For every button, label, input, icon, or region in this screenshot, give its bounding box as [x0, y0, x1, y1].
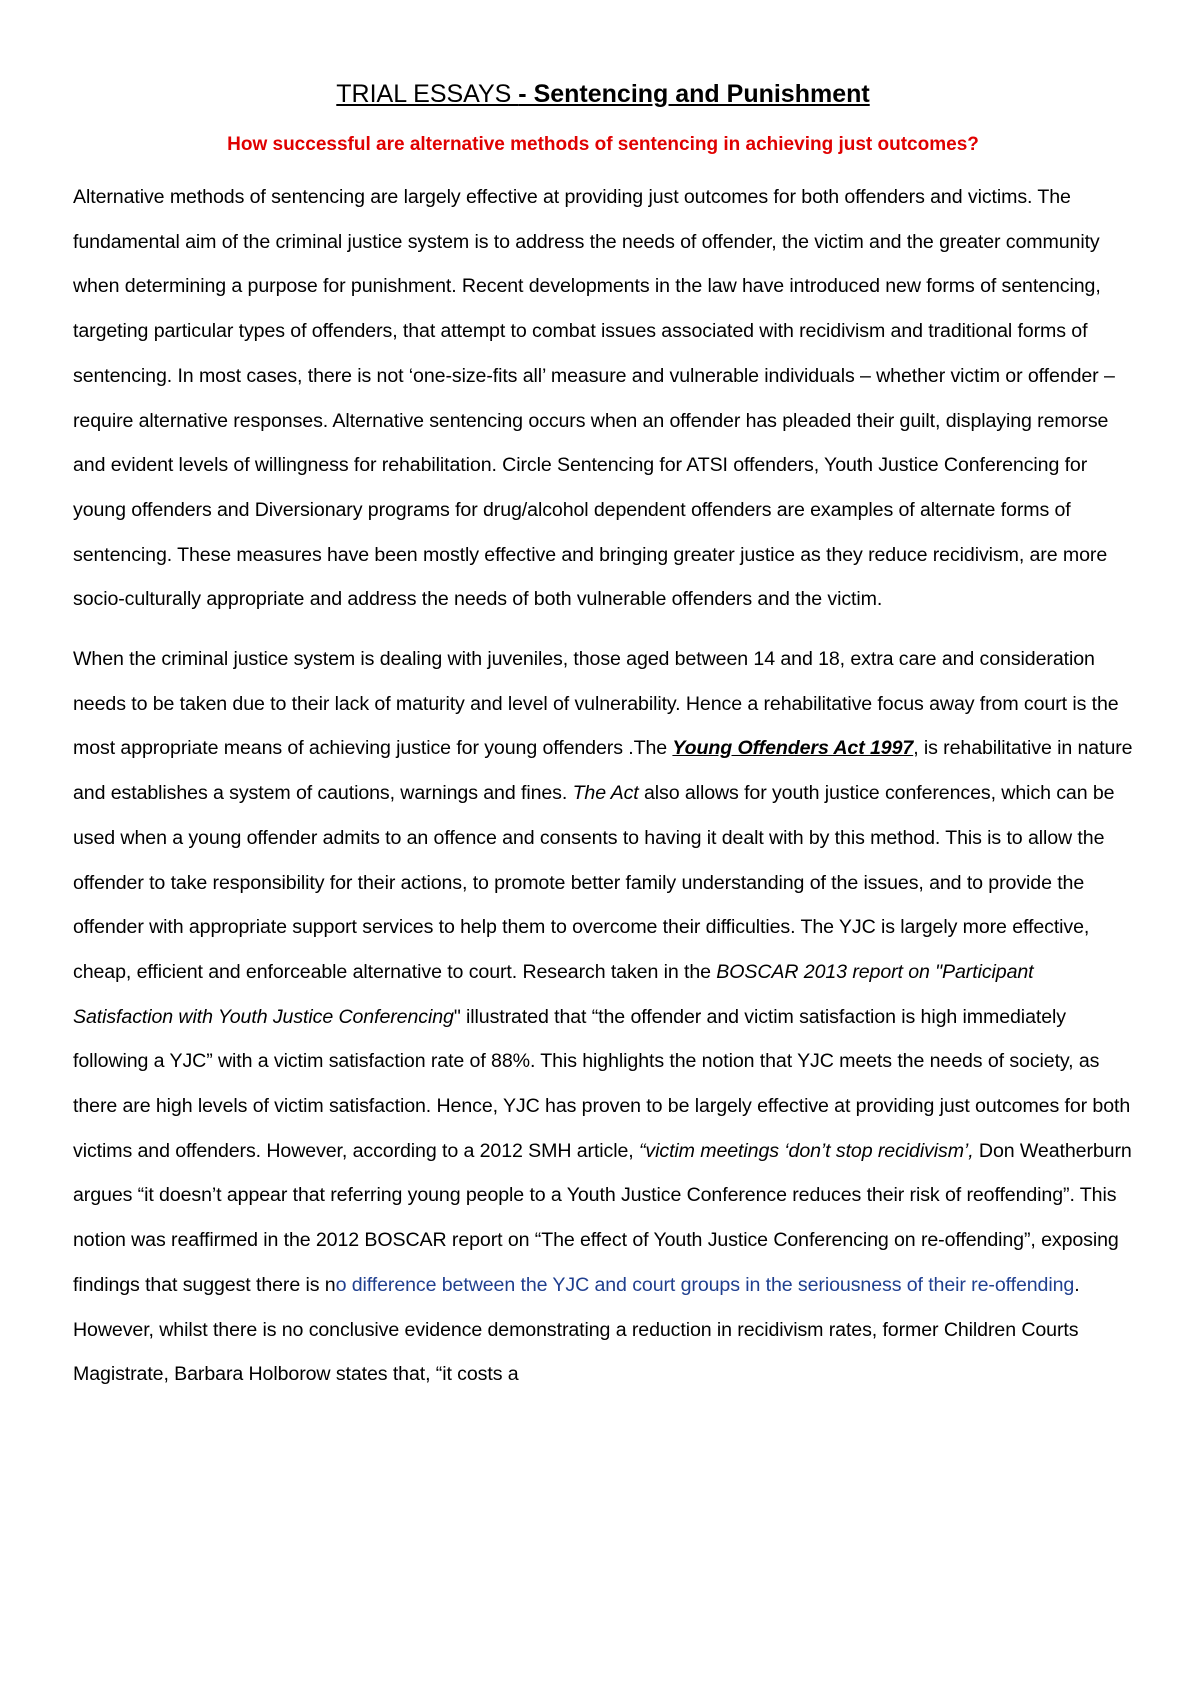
- document-title: [73, 78, 1133, 110]
- paragraph-text: . However, whilst there is no conclusive evidence demonstrating a reduction in recidivism rates, former Children Courts Magistrate, Barbara Holborow states that, “it costs a: [73, 1273, 1080, 1386]
- essay-question: How successful are alternative methods of sentencing in achieving just outcomes?: [227, 134, 979, 155]
- highlighted-finding: o difference between the YJC and court groups in the seriousness of their re-offending: [335, 1273, 1075, 1296]
- smh-article-quote: “victim meetings ‘don’t stop recidivism’,: [639, 1139, 974, 1162]
- document-body: [73, 78, 1133, 1397]
- young-offenders-act-reference: Young Offenders Act 1997: [672, 737, 914, 760]
- title-part-1: TRIAL ESSAYS: [336, 80, 519, 108]
- paragraph-text: Don Weatherburn argues “it doesn’t appear that referring young people to a Youth Justice Conference reduces their risk of reoffending”. This notion was reaffirmed in the 2012 BOSCAR report on “The effect of Youth Justice Conferencing on re-offending”, exposing findings that suggest there is n: [73, 1139, 1132, 1296]
- paragraph-text: also allows for youth justice conferences, which can be used when a young offender admits to an offence and consents to having it dealt with by this method. This is to allow the offender to take responsibility for their actions, to promote better family understanding of the issues, and to provide the offender with appropriate support services to help them to overcome their difficulties. The YJC is largely more effective, cheap, efficient and enforceable alternative to court. Research taken in the: [73, 782, 1115, 983]
- boscar-report-reference: BOSCAR 2013 report on "Participant Satisfaction with Youth Justice Conferencing: [73, 960, 1034, 1028]
- title-part-2: - Sentencing and Punishment: [518, 80, 870, 108]
- paragraph-introduction: Alternative methods of sentencing are largely effective at providing just outcomes for both offenders and victims. The fundamental aim of the criminal justice system is to address the needs of offender, the victim and the greater community when determining a purpose for punishment. Recent developments in the law have introduced new forms of sentencing, targeting particular types of offenders, that attempt to combat issues associated with recidivism and traditional forms of sentencing. In most cases, there is not ‘one-size-fits all’ measure and vulnerable individuals – whether victim or offender – require alternative responses. Alternative sentencing occurs when an offender has pleaded their guilt, displaying remorse and evident levels of willingness for rehabilitation. Circle Sentencing for ATSI offenders, Youth Justice Conferencing for young offenders and Diversionary programs for drug/alcohol dependent offenders are examples of alternate forms of sentencing. These measures have been mostly effective and bringing greater justice as they reduce recidivism, are more socio-culturally appropriate and address the needs of both vulnerable offenders and the victim.: [73, 186, 1115, 611]
- paragraph-youth-justice: [73, 637, 1133, 1397]
- the-act-reference: The Act: [572, 782, 639, 805]
- paragraph-text: " illustrated that “the offender and victim satisfaction is high immediately following a YJC” with a victim satisfaction rate of 88%. This highlights the notion that YJC meets the needs of society, as there are high levels of victim satisfaction. Hence, YJC has proven to be largely effective at providing just outcomes for both victims and offenders. However, according to a 2012 SMH article,: [73, 1005, 1131, 1162]
- paragraph-text: When the criminal justice system is dealing with juveniles, those aged between 14 and 18, extra care and consideration needs to be taken due to their lack of maturity and level of vulnerability. Hence a rehabilitative focus away from court is the most appropriate means of achieving justice for young offenders .The: [73, 648, 1119, 760]
- paragraph-text: , is rehabilitative in nature and establishes a system of cautions, warnings and fines.: [73, 737, 1133, 805]
